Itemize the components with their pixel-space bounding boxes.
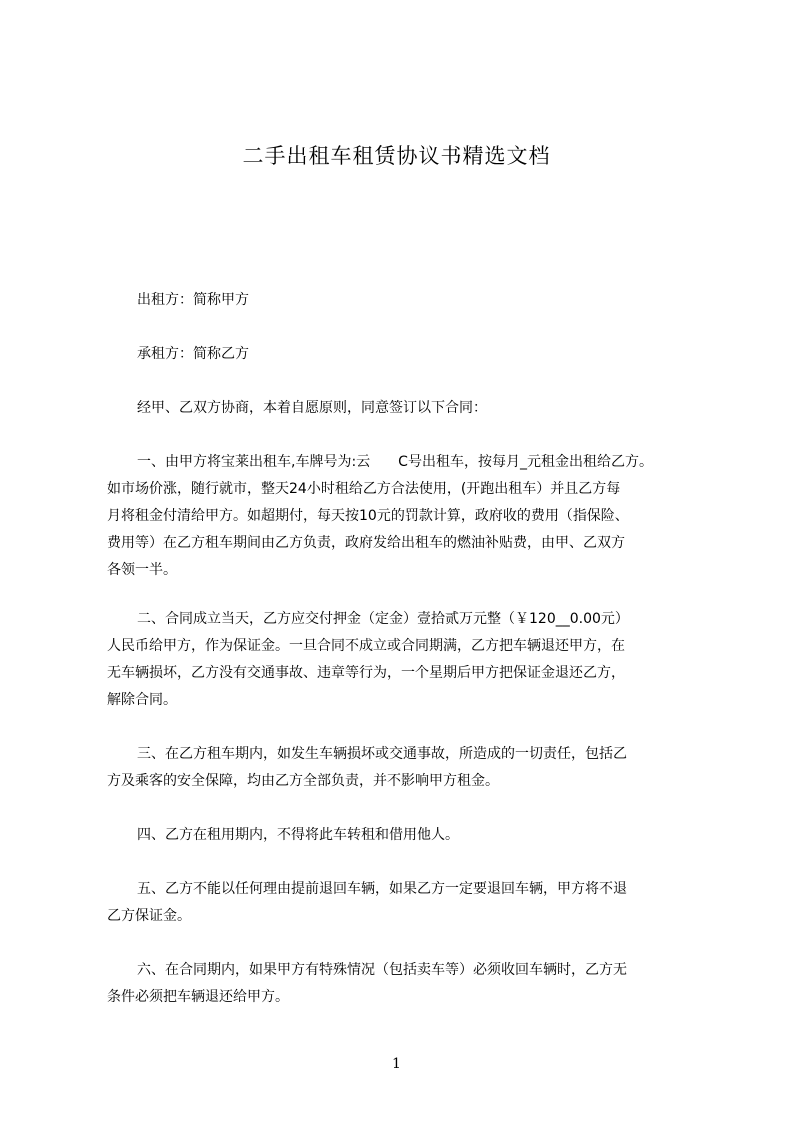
clause-line: 如市场价涨，随行就市，整天24小时租给乙方合法使用，(开跑出租车）并且乙方每 [107,481,621,497]
document-title: 二手出租车租赁协议书精选文档 [242,144,551,168]
lessor-line: 出租方：简称甲方 [137,292,249,308]
clause-line: 解除合同。 [107,692,177,708]
clause-line: 人民币给甲方，作为保证金。一旦合同不成立或合同期满，乙方把车辆退还甲方，在 [107,638,625,654]
clause-line: 无车辆损坏，乙方没有交通事故、违章等行为，一个星期后甲方把保证金退还乙方， [107,665,625,681]
clause-line: 五、乙方不能以任何理由提前退回车辆，如果乙方一定要退回车辆，甲方将不退 [137,881,627,897]
clause-line: 二、合同成立当天，乙方应交付押金（定金）壹拾贰万元整（￥120__0.00元） [137,611,629,627]
clause-line: 条件必须把车辆退还给甲方。 [107,989,289,1005]
clause-line: 乙方保证金。 [107,908,191,924]
lessee-line: 承租方：简称乙方 [137,346,249,362]
clause-line: 费用等）在乙方租车期间由乙方负责，政府发给出租车的燃油补贴费，由甲、乙双方 [107,535,625,551]
clause-line: 四、乙方在租用期内，不得将此车转租和借用他人。 [137,827,459,843]
clause-line: 三、在乙方租车期内，如发生车辆损坏或交通事故，所造成的一切责任，包括乙 [137,746,627,762]
clause-line: 方及乘客的安全保障，均由乙方全部负责，并不影响甲方租金。 [107,773,499,789]
clause-line: 月将租金付清给甲方。如超期付，每天按10元的罚款计算，政府收的费用（指保险、 [107,508,629,524]
clause-line: 六、在合同期内，如果甲方有特殊情况（包括卖车等）必须收回车辆时，乙方无 [137,962,627,978]
page-number: 1 [392,1056,401,1072]
intro-line: 经甲、乙双方协商，本着自愿原则，同意签订以下合同： [137,400,487,416]
clause-line: 一、由甲方将宝莱出租车,车牌号为:云 C号出租车，按每月_元租金出租给乙方。 [137,454,653,470]
clause-line: 各领一半。 [107,562,177,578]
